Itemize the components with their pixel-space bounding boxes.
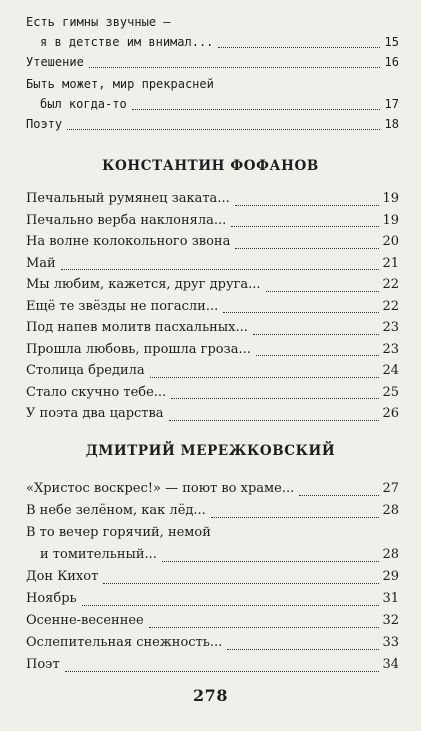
toc-entry bbox=[26, 610, 399, 632]
toc-page-number: 15 bbox=[384, 35, 399, 49]
toc-entry bbox=[26, 544, 399, 566]
toc-entry bbox=[26, 360, 399, 382]
toc-entry-title: Ноябрь bbox=[26, 591, 77, 606]
toc-entry-title: В то вечер горячий, немой bbox=[26, 525, 211, 540]
toc-page-number: 24 bbox=[382, 363, 399, 378]
dot-leader bbox=[150, 376, 380, 378]
dot-leader bbox=[223, 311, 379, 313]
dot-leader bbox=[256, 354, 380, 356]
toc-entry-title: Прошла любовь, прошла гроза... bbox=[26, 341, 251, 357]
dot-leader bbox=[231, 225, 379, 227]
dot-leader bbox=[171, 397, 379, 399]
toc-entry-title: я в детстве им внимал... bbox=[40, 35, 214, 49]
toc-entry-title: Ослепительная снежность... bbox=[26, 635, 223, 650]
dot-leader bbox=[211, 516, 380, 518]
toc-entry bbox=[26, 500, 399, 522]
toc-page-number: 26 bbox=[382, 406, 399, 421]
toc-entry-line bbox=[26, 522, 399, 544]
toc-page-number: 16 bbox=[384, 55, 399, 69]
toc-entry bbox=[26, 253, 399, 275]
dot-leader bbox=[235, 247, 379, 249]
dot-leader bbox=[162, 560, 380, 562]
toc-entry-title: и томительный... bbox=[40, 547, 157, 562]
toc-entry-title: На волне колокольного звона bbox=[26, 234, 231, 249]
dot-leader bbox=[67, 128, 380, 130]
toc-entry-title: Стало скучно тебе... bbox=[26, 384, 167, 400]
toc-page-number: 18 bbox=[384, 117, 399, 131]
toc-entry-title: Столица бредила bbox=[26, 363, 145, 378]
toc-entry-title: У поэта два царства bbox=[26, 406, 164, 421]
toc-entry-title: Мы любим, кажется, друг друга... bbox=[26, 277, 261, 292]
toc-entry bbox=[26, 403, 399, 425]
toc-entry bbox=[26, 654, 399, 676]
toc-entry bbox=[26, 566, 399, 588]
toc-entry-title: Поэт bbox=[26, 657, 60, 672]
toc-entry bbox=[26, 588, 399, 610]
toc-section-top bbox=[26, 12, 399, 134]
toc-entry bbox=[26, 32, 399, 52]
toc-entry-title: Поэту bbox=[26, 117, 63, 131]
toc-entry bbox=[26, 210, 399, 232]
toc-entry-title: Дон Кихот bbox=[26, 569, 99, 584]
toc-entry-title: Осенне-весеннее bbox=[26, 613, 144, 628]
toc-entry-title: Ещё те звёзды не погасли... bbox=[26, 298, 219, 314]
page-number-folio: 278 bbox=[193, 686, 228, 705]
toc-entry bbox=[26, 114, 399, 134]
toc-entry bbox=[26, 317, 399, 339]
dot-leader bbox=[218, 46, 380, 48]
toc-entry bbox=[26, 632, 399, 654]
toc-entry-title: был когда-то bbox=[40, 97, 127, 111]
toc-entry-title: В небе зелёном, как лёд... bbox=[26, 503, 206, 518]
dot-leader bbox=[149, 626, 380, 628]
dot-leader bbox=[82, 604, 380, 606]
toc-page-number: 21 bbox=[382, 255, 399, 271]
toc-entry-title: Быть может, мир прекрасней bbox=[26, 77, 214, 91]
toc-entry bbox=[26, 382, 399, 404]
toc-entry bbox=[26, 339, 399, 361]
dot-leader bbox=[235, 204, 380, 206]
toc-page-number: 20 bbox=[382, 234, 399, 249]
section-heading-fofanov: КОНСТАНТИН ФОФАНОВ bbox=[102, 158, 319, 174]
toc-entry-title: Под напев молитв пасхальных... bbox=[26, 320, 248, 335]
toc-page-number: 19 bbox=[382, 191, 399, 206]
toc-entry-title: Май bbox=[26, 255, 56, 271]
toc-page-number: 25 bbox=[382, 384, 399, 400]
toc-entry bbox=[26, 231, 399, 253]
toc-page-number: 17 bbox=[384, 97, 399, 111]
toc-entry bbox=[26, 188, 399, 210]
toc-section-merezhkovsky bbox=[26, 478, 399, 676]
dot-leader bbox=[299, 494, 379, 496]
dot-leader bbox=[227, 648, 379, 650]
dot-leader bbox=[253, 333, 380, 335]
toc-page-number: 23 bbox=[382, 320, 399, 335]
toc-entry-title: Есть гимны звучные — bbox=[26, 15, 171, 29]
dot-leader bbox=[89, 66, 380, 68]
toc-page-number: 33 bbox=[382, 635, 399, 650]
toc-entry bbox=[26, 296, 399, 318]
dot-leader bbox=[266, 290, 380, 292]
toc-page-number: 22 bbox=[382, 277, 399, 292]
dot-leader bbox=[65, 670, 380, 672]
toc-page-number: 29 bbox=[382, 569, 399, 584]
toc-entry-line bbox=[26, 74, 399, 94]
toc-section-fofanov bbox=[26, 188, 399, 425]
toc-entry-title: Печально верба наклоняла... bbox=[26, 212, 227, 228]
toc-entry-title: Утешение bbox=[26, 55, 84, 69]
toc-page-number: 34 bbox=[382, 657, 399, 672]
toc-entry bbox=[26, 274, 399, 296]
toc-entry-title: Печальный румянец заката... bbox=[26, 191, 230, 206]
toc-page-number: 22 bbox=[382, 298, 399, 314]
section-heading-merezhkovsky: ДМИТРИЙ МЕРЕЖКОВСКИЙ bbox=[85, 443, 336, 459]
dot-leader bbox=[132, 108, 380, 110]
toc-page-number: 32 bbox=[382, 613, 399, 628]
dot-leader bbox=[61, 268, 380, 270]
toc-page-number: 19 bbox=[382, 212, 399, 228]
dot-leader bbox=[103, 582, 379, 584]
toc-page-number: 28 bbox=[382, 547, 399, 562]
toc-page-number: 28 bbox=[382, 503, 399, 518]
dot-leader bbox=[169, 419, 380, 421]
toc-page-number: 27 bbox=[382, 481, 399, 496]
toc-page-number: 31 bbox=[382, 591, 399, 606]
toc-entry bbox=[26, 52, 399, 72]
toc-entry bbox=[26, 94, 399, 114]
toc-entry-line bbox=[26, 12, 399, 32]
toc-page-number: 23 bbox=[382, 341, 399, 357]
toc-entry bbox=[26, 478, 399, 500]
toc-entry-title: «Христос воскрес!» — поют во храме... bbox=[26, 481, 295, 496]
